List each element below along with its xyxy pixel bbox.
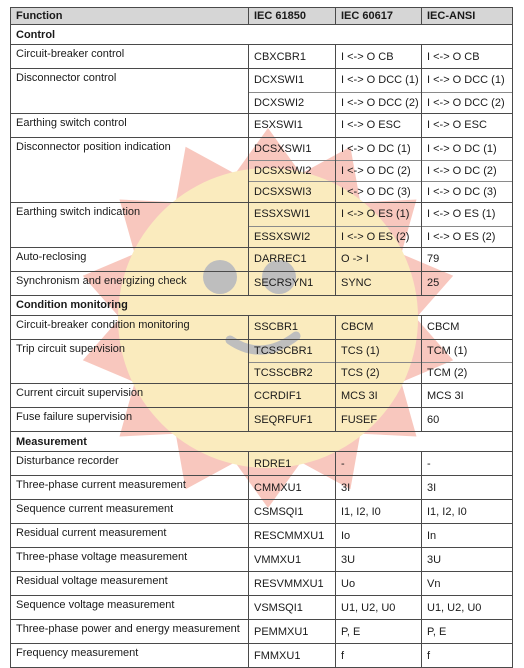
iec60617-cell: SYNC bbox=[336, 271, 422, 295]
ansi-cell: MCS 3I bbox=[422, 384, 513, 408]
table-row bbox=[11, 339, 513, 363]
function-cell bbox=[11, 92, 249, 113]
ansi-cell: I <-> O DCC (2) bbox=[422, 92, 513, 113]
iec60617-cell: O -> I bbox=[336, 247, 422, 271]
table-row bbox=[11, 476, 513, 500]
table-row bbox=[11, 161, 513, 182]
table-row bbox=[11, 113, 513, 137]
iec61850-cell: CBXCBR1 bbox=[249, 45, 336, 69]
table-row bbox=[11, 45, 513, 69]
ansi-cell: 79 bbox=[422, 247, 513, 271]
table-row bbox=[11, 384, 513, 408]
iec61850-cell: CSMSQI1 bbox=[249, 500, 336, 524]
iec61850-cell: SSCBR1 bbox=[249, 315, 336, 339]
table-header-row bbox=[11, 8, 513, 25]
function-cell: Earthing switch control bbox=[11, 113, 249, 137]
function-cell: Frequency measurement bbox=[11, 644, 249, 668]
iec61850-cell: FMMXU1 bbox=[249, 644, 336, 668]
table-body bbox=[11, 25, 513, 668]
function-cell: Three-phase power and energy measurement bbox=[11, 620, 249, 644]
ansi-cell: 3I bbox=[422, 476, 513, 500]
iec60617-cell: I <-> O DC (1) bbox=[336, 137, 422, 161]
iec60617-cell: - bbox=[336, 452, 422, 476]
iec60617-cell: I <-> O ESC bbox=[336, 113, 422, 137]
table-row bbox=[11, 572, 513, 596]
table-row bbox=[11, 315, 513, 339]
function-cell: Residual voltage measurement bbox=[11, 572, 249, 596]
table-row bbox=[11, 69, 513, 93]
iec60617-cell: I <-> O DCC (1) bbox=[336, 69, 422, 93]
function-cell: Auto-reclosing bbox=[11, 247, 249, 271]
iec61850-cell: DARREC1 bbox=[249, 247, 336, 271]
ansi-cell: 3U bbox=[422, 548, 513, 572]
iec61850-cell: DCSXSWI2 bbox=[249, 161, 336, 182]
section-title: Condition monitoring bbox=[11, 295, 513, 315]
table-row bbox=[11, 271, 513, 295]
function-cell: Three-phase current measurement bbox=[11, 476, 249, 500]
ansi-cell: Vn bbox=[422, 572, 513, 596]
function-cell: Disturbance recorder bbox=[11, 452, 249, 476]
ansi-cell: I <-> O DC (1) bbox=[422, 137, 513, 161]
ansi-cell: I <-> O DC (2) bbox=[422, 161, 513, 182]
ansi-cell: - bbox=[422, 452, 513, 476]
iec61850-cell: ESXSWI1 bbox=[249, 113, 336, 137]
ansi-cell: I <-> O DCC (1) bbox=[422, 69, 513, 93]
table-row bbox=[11, 620, 513, 644]
function-cell: Synchronism and energizing check bbox=[11, 271, 249, 295]
iec60617-cell: MCS 3I bbox=[336, 384, 422, 408]
table-row bbox=[11, 644, 513, 668]
section-row bbox=[11, 432, 513, 452]
function-cell: Disconnector control bbox=[11, 69, 249, 93]
function-cell bbox=[11, 161, 249, 182]
function-cell: Sequence voltage measurement bbox=[11, 596, 249, 620]
ansi-cell: In bbox=[422, 524, 513, 548]
function-cell: Sequence current measurement bbox=[11, 500, 249, 524]
function-cell bbox=[11, 363, 249, 384]
table-row bbox=[11, 500, 513, 524]
ansi-cell: I <-> O CB bbox=[422, 45, 513, 69]
iec61850-cell: RDRE1 bbox=[249, 452, 336, 476]
section-title: Control bbox=[11, 25, 513, 45]
table-row bbox=[11, 363, 513, 384]
section-row bbox=[11, 295, 513, 315]
iec61850-cell: RESVMMXU1 bbox=[249, 572, 336, 596]
table-row bbox=[11, 137, 513, 161]
iec60617-cell: TCS (2) bbox=[336, 363, 422, 384]
ansi-cell: TCM (1) bbox=[422, 339, 513, 363]
ansi-cell: U1, U2, U0 bbox=[422, 596, 513, 620]
iec61850-cell: VMMXU1 bbox=[249, 548, 336, 572]
function-cell: Residual current measurement bbox=[11, 524, 249, 548]
iec61850-cell: DCXSWI2 bbox=[249, 92, 336, 113]
iec60617-cell: 3I bbox=[336, 476, 422, 500]
section-row bbox=[11, 25, 513, 45]
ansi-cell: f bbox=[422, 644, 513, 668]
ansi-cell: I <-> O DC (3) bbox=[422, 182, 513, 203]
ansi-cell: I <-> O ES (2) bbox=[422, 226, 513, 247]
function-cell: Three-phase voltage measurement bbox=[11, 548, 249, 572]
section-title: Measurement bbox=[11, 432, 513, 452]
iec60617-cell: I <-> O ES (1) bbox=[336, 203, 422, 227]
iec60617-cell: I1, I2, I0 bbox=[336, 500, 422, 524]
iec61850-cell: SEQRFUF1 bbox=[249, 408, 336, 432]
function-cell: Current circuit supervision bbox=[11, 384, 249, 408]
iec61850-cell: DCXSWI1 bbox=[249, 69, 336, 93]
iec61850-cell: TCSSCBR2 bbox=[249, 363, 336, 384]
iec60617-cell: I <-> O CB bbox=[336, 45, 422, 69]
header-iec60617: IEC 60617 bbox=[336, 8, 422, 25]
function-mapping-table bbox=[10, 7, 513, 668]
iec60617-cell: U1, U2, U0 bbox=[336, 596, 422, 620]
table-row bbox=[11, 92, 513, 113]
iec61850-cell: PEMMXU1 bbox=[249, 620, 336, 644]
iec60617-cell: I <-> O ES (2) bbox=[336, 226, 422, 247]
iec61850-cell: SECRSYN1 bbox=[249, 271, 336, 295]
header-ansi: IEC-ANSI bbox=[422, 8, 513, 25]
iec60617-cell: I <-> O DC (3) bbox=[336, 182, 422, 203]
table-row bbox=[11, 247, 513, 271]
function-cell: Circuit-breaker condition monitoring bbox=[11, 315, 249, 339]
ansi-cell: TCM (2) bbox=[422, 363, 513, 384]
header-iec61850: IEC 61850 bbox=[249, 8, 336, 25]
ansi-cell: 25 bbox=[422, 271, 513, 295]
iec61850-cell: ESSXSWI2 bbox=[249, 226, 336, 247]
iec60617-cell: P, E bbox=[336, 620, 422, 644]
iec60617-cell: 3U bbox=[336, 548, 422, 572]
header-function: Function bbox=[11, 8, 249, 25]
ansi-cell: I1, I2, I0 bbox=[422, 500, 513, 524]
table-row bbox=[11, 226, 513, 247]
ansi-cell: I <-> O ES (1) bbox=[422, 203, 513, 227]
iec60617-cell: Uo bbox=[336, 572, 422, 596]
iec60617-cell: I <-> O DC (2) bbox=[336, 161, 422, 182]
function-cell: Fuse failure supervision bbox=[11, 408, 249, 432]
iec60617-cell: FUSEF bbox=[336, 408, 422, 432]
function-cell: Circuit-breaker control bbox=[11, 45, 249, 69]
table-row bbox=[11, 548, 513, 572]
iec60617-cell: f bbox=[336, 644, 422, 668]
iec61850-cell: ESSXSWI1 bbox=[249, 203, 336, 227]
function-cell bbox=[11, 182, 249, 203]
iec61850-cell: TCSSCBR1 bbox=[249, 339, 336, 363]
iec60617-cell: I <-> O DCC (2) bbox=[336, 92, 422, 113]
ansi-cell: I <-> O ESC bbox=[422, 113, 513, 137]
table-row bbox=[11, 452, 513, 476]
ansi-cell: P, E bbox=[422, 620, 513, 644]
iec61850-cell: VSMSQI1 bbox=[249, 596, 336, 620]
iec61850-cell: DCSXSWI3 bbox=[249, 182, 336, 203]
function-cell bbox=[11, 226, 249, 247]
iec60617-cell: TCS (1) bbox=[336, 339, 422, 363]
table-row bbox=[11, 203, 513, 227]
iec61850-cell: RESCMMXU1 bbox=[249, 524, 336, 548]
table-row bbox=[11, 182, 513, 203]
iec61850-cell: CMMXU1 bbox=[249, 476, 336, 500]
iec61850-cell: CCRDIF1 bbox=[249, 384, 336, 408]
iec60617-cell: CBCM bbox=[336, 315, 422, 339]
function-cell: Disconnector position indication bbox=[11, 137, 249, 161]
iec60617-cell: Io bbox=[336, 524, 422, 548]
table-row bbox=[11, 596, 513, 620]
ansi-cell: 60 bbox=[422, 408, 513, 432]
table-row bbox=[11, 408, 513, 432]
function-cell: Trip circuit supervision bbox=[11, 339, 249, 363]
ansi-cell: CBCM bbox=[422, 315, 513, 339]
table-row bbox=[11, 524, 513, 548]
function-cell: Earthing switch indication bbox=[11, 203, 249, 227]
iec61850-cell: DCSXSWI1 bbox=[249, 137, 336, 161]
